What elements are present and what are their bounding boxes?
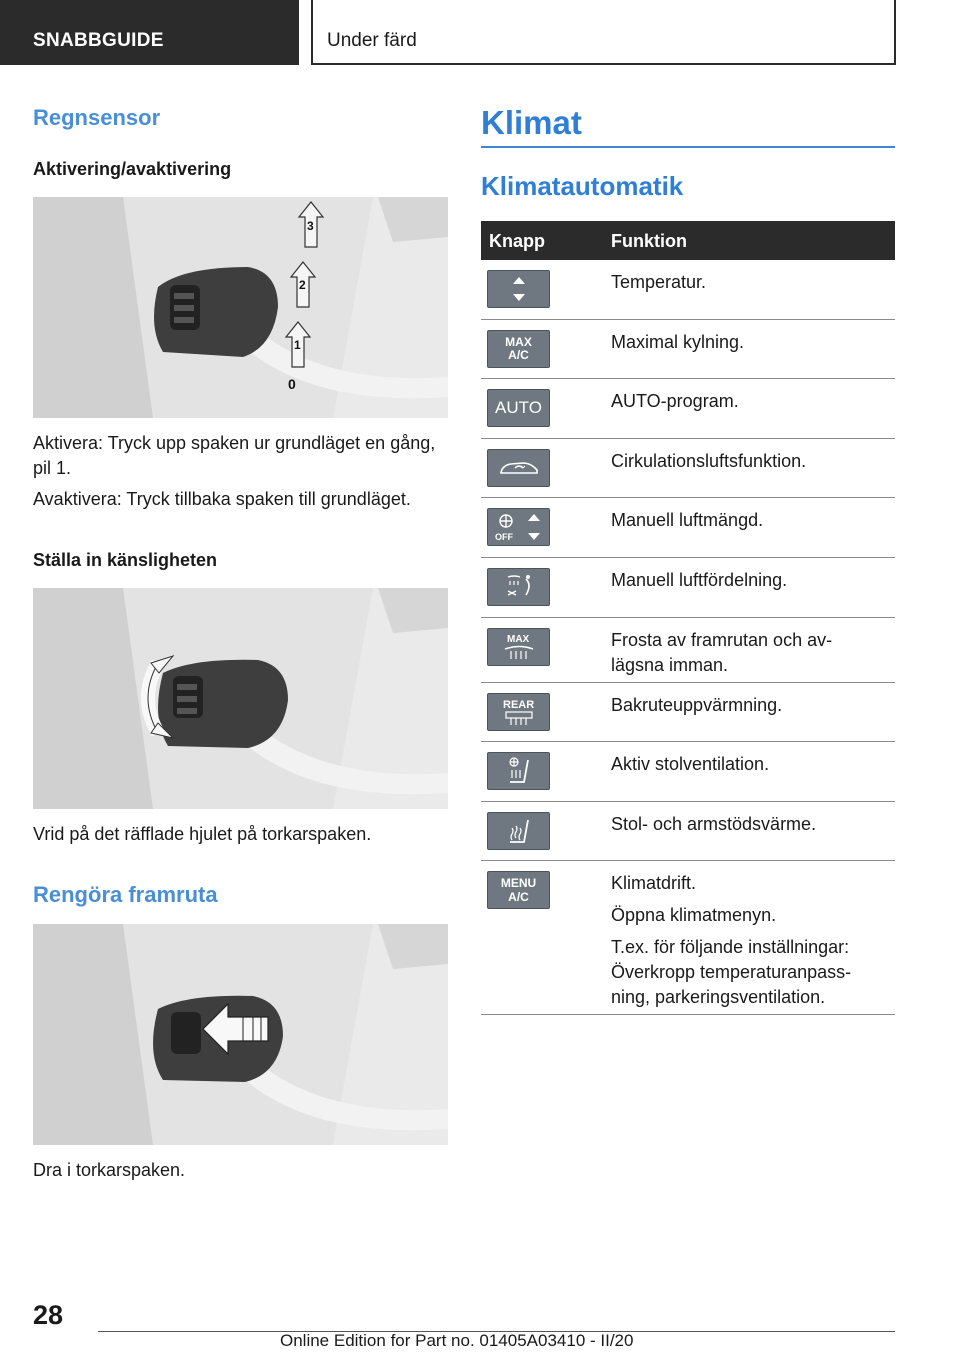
seat-ventilation-icon <box>487 752 550 790</box>
rain-sensor-heading: Regnsensor <box>33 105 161 130</box>
function-text: Klimatdrift. <box>611 873 697 893</box>
function-text: Bakruteuppvärmning. <box>611 695 783 715</box>
table-row <box>481 683 895 742</box>
header-section-label: SNABBGUIDE <box>33 30 164 51</box>
column-header-button: Knapp <box>489 231 545 251</box>
recirculation-icon <box>487 449 550 487</box>
temperature-arrows-icon <box>487 270 550 308</box>
header-chapter-label: Under färd <box>327 30 417 51</box>
clean-text: Dra i torkarspaken. <box>33 1160 186 1180</box>
footer-edition-text: Online Edition for Part no. 01405A03410 - II/20 <box>280 1331 634 1350</box>
table-row <box>481 439 895 498</box>
function-text: Öppna klimatmenyn. <box>611 905 777 925</box>
table-row <box>481 379 895 439</box>
title-divider <box>481 146 895 148</box>
table-header <box>481 221 895 260</box>
svg-text:REAR: REAR <box>502 699 534 711</box>
sensitivity-heading: Ställa in känsligheten <box>33 550 218 570</box>
function-text: Stol- och armstödsvärme. <box>611 814 817 834</box>
header-chapter-tab <box>311 0 896 65</box>
menu-ac-icon: MENU A/C <box>487 871 550 909</box>
max-defrost-icon <box>487 628 550 666</box>
page-number: 28 <box>33 1300 64 1330</box>
seat-heating-icon <box>487 812 550 850</box>
function-text: Frosta av framrutan och av-lägsna imman. <box>611 630 833 675</box>
table-row <box>481 320 895 379</box>
climate-controls-table <box>481 221 895 1015</box>
header-section-tab <box>0 0 299 65</box>
rear-defrost-icon <box>487 693 550 731</box>
wiper-lever-figure-1 <box>33 197 448 418</box>
figure-label-3: 3 <box>307 219 314 233</box>
activate-text: Aktivera: Tryck upp spaken ur grundläget en gång, pil 1. <box>33 433 436 478</box>
figure-label-1: 1 <box>294 338 301 352</box>
figure-label-0: 0 <box>288 376 296 392</box>
table-row <box>481 260 895 320</box>
wiper-lever-illustration-1 <box>33 197 448 418</box>
wiper-lever-figure-2 <box>33 588 448 809</box>
function-text: T.ex. för följande inställningar: Överkropp temperaturanpass-ning, parkeringsventilation. <box>611 937 852 1007</box>
auto-icon: AUTO <box>487 389 550 427</box>
function-text: Aktiv stolventilation. <box>611 754 770 774</box>
svg-text:OFF: OFF <box>494 532 513 542</box>
figure-label-2: 2 <box>299 278 306 292</box>
function-text: AUTO-program. <box>611 391 739 411</box>
wiper-lever-figure-3 <box>33 924 448 1145</box>
activation-heading: Aktivering/avaktivering <box>33 159 232 179</box>
function-text-group <box>611 871 881 1017</box>
table-row <box>481 498 895 558</box>
sensitivity-text: Vrid på det räfflade hjulet på torkarspaken. <box>33 824 372 844</box>
fan-off-icon <box>487 508 550 546</box>
air-distribution-icon <box>487 568 550 606</box>
clean-windscreen-heading: Rengöra framruta <box>33 882 218 907</box>
function-text: Manuell luftfördelning. <box>611 570 788 590</box>
column-header-function: Funktion <box>611 231 687 251</box>
max-ac-icon: MAX A/C <box>487 330 550 368</box>
table-row <box>481 802 895 861</box>
climate-automatic-subtitle: Klimatautomatik <box>481 171 684 201</box>
deactivate-text: Avaktivera: Tryck tillbaka spaken till grundläget. <box>33 489 411 509</box>
function-text: Maximal kylning. <box>611 332 745 352</box>
wiper-lever-illustration-3 <box>33 924 448 1145</box>
function-text: Cirkulationsluftsfunktion. <box>611 451 807 471</box>
wiper-lever-illustration-2 <box>33 588 448 809</box>
svg-text:MAX: MAX <box>506 634 529 645</box>
table-row <box>481 618 895 683</box>
function-text: Temperatur. <box>611 272 707 292</box>
table-row <box>481 558 895 618</box>
climate-title: Klimat <box>481 104 582 141</box>
table-row <box>481 742 895 802</box>
function-text: Manuell luftmängd. <box>611 510 764 530</box>
table-row <box>481 861 895 1015</box>
